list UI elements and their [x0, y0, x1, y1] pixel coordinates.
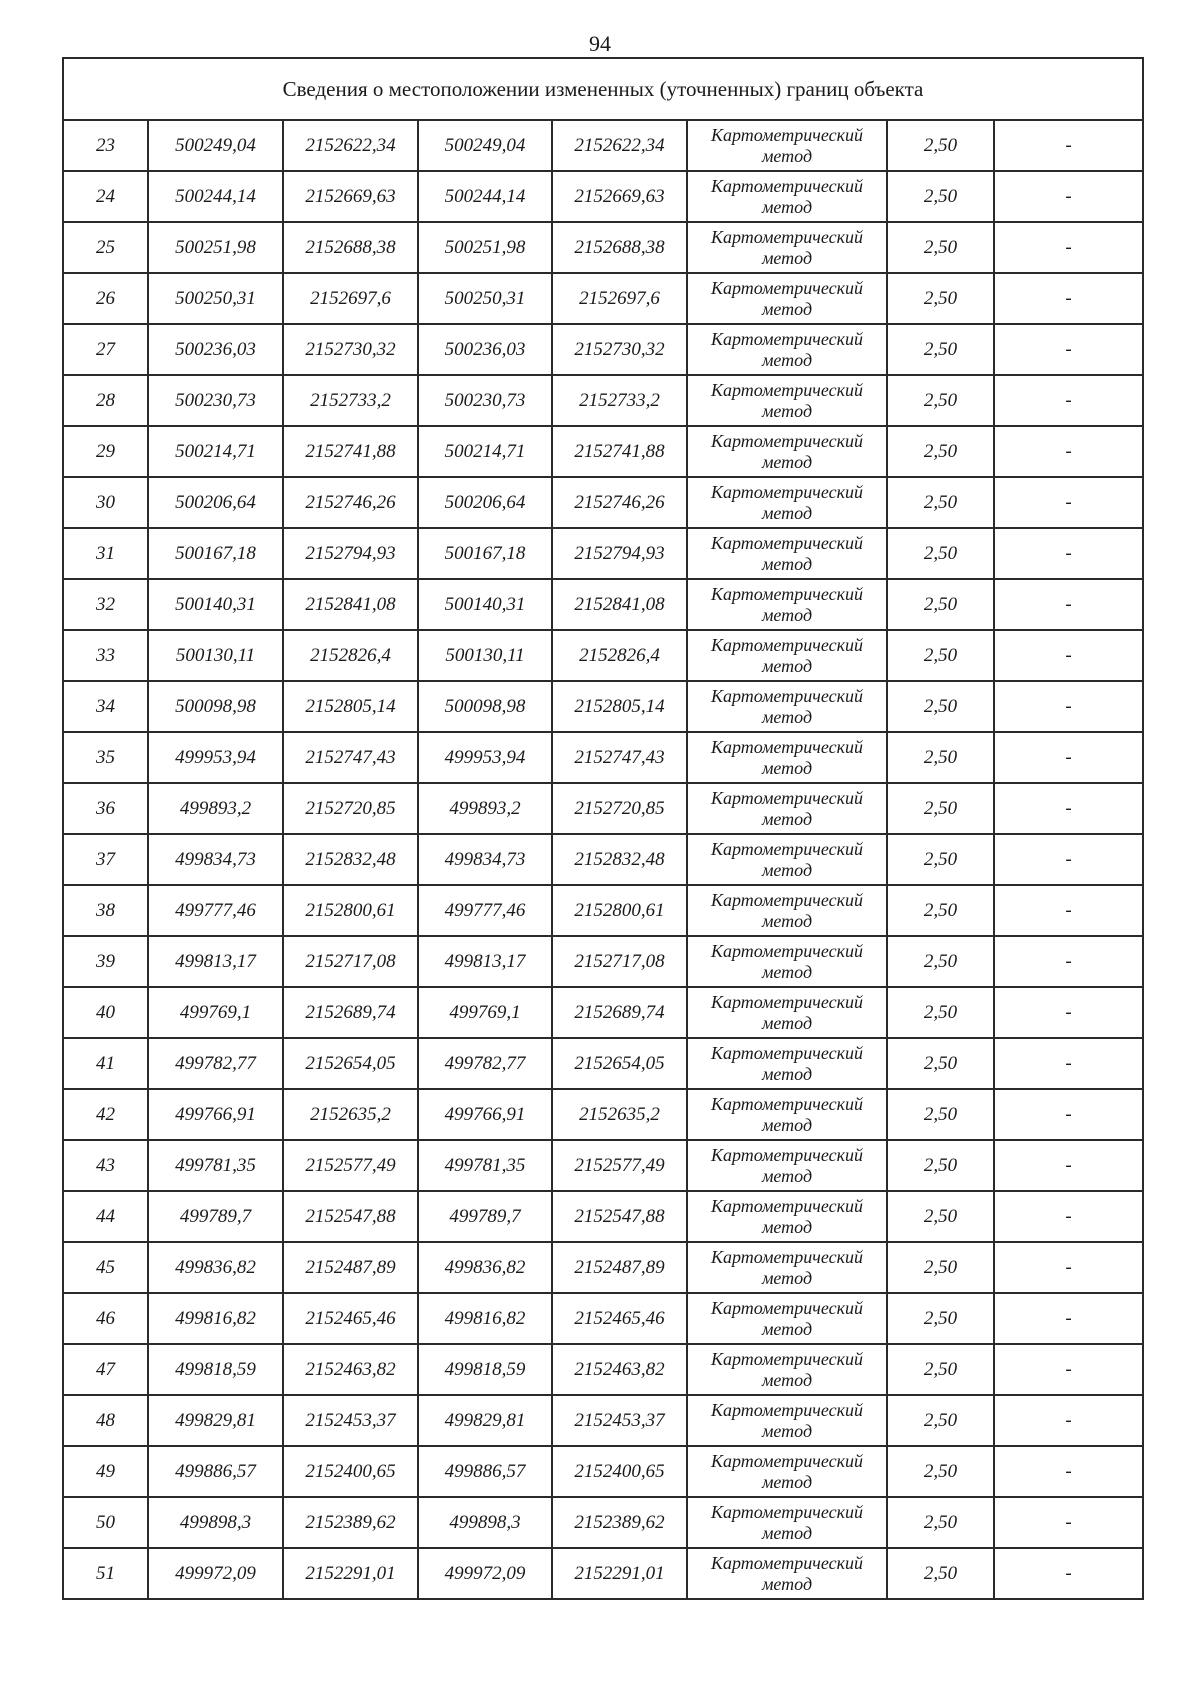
refined-y-cell: 2152794,93 [552, 528, 687, 579]
refined-y-cell: 2152800,61 [552, 885, 687, 936]
table-row [63, 375, 1143, 426]
accuracy-cell: 2,50 [887, 1089, 994, 1140]
accuracy-cell: 2,50 [887, 426, 994, 477]
accuracy-cell: 2,50 [887, 1038, 994, 1089]
method-cell: Картометрический метод [687, 1191, 887, 1242]
refined-x-cell: 499953,94 [418, 732, 552, 783]
method-cell: Картометрический метод [687, 1242, 887, 1293]
refined-x-cell: 500251,98 [418, 222, 552, 273]
refined-x-cell: 500140,31 [418, 579, 552, 630]
existing-x-cell: 499782,77 [148, 1038, 283, 1089]
refined-y-cell: 2152832,48 [552, 834, 687, 885]
refined-x-cell: 499836,82 [418, 1242, 552, 1293]
existing-y-cell: 2152741,88 [283, 426, 418, 477]
existing-x-cell: 499886,57 [148, 1446, 283, 1497]
refined-x-cell: 499829,81 [418, 1395, 552, 1446]
existing-x-cell: 500214,71 [148, 426, 283, 477]
refined-y-cell: 2152688,38 [552, 222, 687, 273]
accuracy-cell: 2,50 [887, 732, 994, 783]
existing-y-cell: 2152487,89 [283, 1242, 418, 1293]
refined-x-cell: 500230,73 [418, 375, 552, 426]
existing-y-cell: 2152794,93 [283, 528, 418, 579]
accuracy-cell: 2,50 [887, 783, 994, 834]
existing-x-cell: 500236,03 [148, 324, 283, 375]
note-cell: - [994, 1548, 1143, 1599]
table-row [63, 1548, 1143, 1599]
existing-y-cell: 2152622,34 [283, 120, 418, 171]
boundary-coordinates-table [62, 57, 1144, 1600]
note-cell: - [994, 528, 1143, 579]
existing-y-cell: 2152400,65 [283, 1446, 418, 1497]
note-cell: - [994, 1242, 1143, 1293]
note-cell: - [994, 732, 1143, 783]
existing-x-cell: 500230,73 [148, 375, 283, 426]
refined-x-cell: 499972,09 [418, 1548, 552, 1599]
accuracy-cell: 2,50 [887, 273, 994, 324]
existing-y-cell: 2152669,63 [283, 171, 418, 222]
existing-y-cell: 2152635,2 [283, 1089, 418, 1140]
note-cell: - [994, 579, 1143, 630]
refined-x-cell: 499813,17 [418, 936, 552, 987]
point-number-cell: 27 [63, 324, 148, 375]
point-number-cell: 29 [63, 426, 148, 477]
method-cell: Картометрический метод [687, 936, 887, 987]
method-cell: Картометрический метод [687, 171, 887, 222]
table-row [63, 1293, 1143, 1344]
refined-x-cell: 500250,31 [418, 273, 552, 324]
point-number-cell: 28 [63, 375, 148, 426]
point-number-cell: 48 [63, 1395, 148, 1446]
note-cell: - [994, 273, 1143, 324]
refined-x-cell: 499886,57 [418, 1446, 552, 1497]
accuracy-cell: 2,50 [887, 834, 994, 885]
existing-x-cell: 500244,14 [148, 171, 283, 222]
point-number-cell: 50 [63, 1497, 148, 1548]
note-cell: - [994, 1395, 1143, 1446]
refined-y-cell: 2152465,46 [552, 1293, 687, 1344]
method-cell: Картометрический метод [687, 834, 887, 885]
table-row [63, 1038, 1143, 1089]
note-cell: - [994, 885, 1143, 936]
refined-y-cell: 2152730,32 [552, 324, 687, 375]
accuracy-cell: 2,50 [887, 528, 994, 579]
accuracy-cell: 2,50 [887, 681, 994, 732]
refined-x-cell: 499898,3 [418, 1497, 552, 1548]
caption-row [63, 58, 1143, 120]
existing-y-cell: 2152291,01 [283, 1548, 418, 1599]
refined-x-cell: 499816,82 [418, 1293, 552, 1344]
table-row [63, 171, 1143, 222]
note-cell: - [994, 1446, 1143, 1497]
refined-y-cell: 2152733,2 [552, 375, 687, 426]
note-cell: - [994, 1191, 1143, 1242]
existing-y-cell: 2152688,38 [283, 222, 418, 273]
existing-y-cell: 2152453,37 [283, 1395, 418, 1446]
note-cell: - [994, 681, 1143, 732]
note-cell: - [994, 477, 1143, 528]
refined-x-cell: 499789,7 [418, 1191, 552, 1242]
table-row [63, 579, 1143, 630]
refined-y-cell: 2152389,62 [552, 1497, 687, 1548]
table-row [63, 681, 1143, 732]
refined-x-cell: 499834,73 [418, 834, 552, 885]
table-row [63, 222, 1143, 273]
accuracy-cell: 2,50 [887, 171, 994, 222]
note-cell: - [994, 222, 1143, 273]
note-cell: - [994, 987, 1143, 1038]
method-cell: Картометрический метод [687, 324, 887, 375]
refined-x-cell: 500249,04 [418, 120, 552, 171]
refined-x-cell: 500236,03 [418, 324, 552, 375]
existing-y-cell: 2152689,74 [283, 987, 418, 1038]
existing-x-cell: 499818,59 [148, 1344, 283, 1395]
existing-x-cell: 500206,64 [148, 477, 283, 528]
accuracy-cell: 2,50 [887, 1446, 994, 1497]
refined-y-cell: 2152805,14 [552, 681, 687, 732]
existing-x-cell: 500167,18 [148, 528, 283, 579]
accuracy-cell: 2,50 [887, 936, 994, 987]
method-cell: Картометрический метод [687, 1140, 887, 1191]
refined-y-cell: 2152547,88 [552, 1191, 687, 1242]
refined-y-cell: 2152577,49 [552, 1140, 687, 1191]
existing-y-cell: 2152747,43 [283, 732, 418, 783]
existing-x-cell: 499816,82 [148, 1293, 283, 1344]
table-row [63, 1242, 1143, 1293]
table-row [63, 1344, 1143, 1395]
accuracy-cell: 2,50 [887, 1191, 994, 1242]
point-number-cell: 40 [63, 987, 148, 1038]
method-cell: Картометрический метод [687, 1446, 887, 1497]
method-cell: Картометрический метод [687, 1548, 887, 1599]
method-cell: Картометрический метод [687, 1497, 887, 1548]
table-row [63, 885, 1143, 936]
refined-y-cell: 2152717,08 [552, 936, 687, 987]
method-cell: Картометрический метод [687, 987, 887, 1038]
note-cell: - [994, 936, 1143, 987]
existing-x-cell: 499781,35 [148, 1140, 283, 1191]
existing-y-cell: 2152826,4 [283, 630, 418, 681]
refined-y-cell: 2152654,05 [552, 1038, 687, 1089]
note-cell: - [994, 120, 1143, 171]
method-cell: Картометрический метод [687, 222, 887, 273]
refined-x-cell: 500214,71 [418, 426, 552, 477]
refined-y-cell: 2152746,26 [552, 477, 687, 528]
table-row [63, 324, 1143, 375]
refined-x-cell: 499766,91 [418, 1089, 552, 1140]
note-cell: - [994, 1344, 1143, 1395]
accuracy-cell: 2,50 [887, 630, 994, 681]
refined-x-cell: 499769,1 [418, 987, 552, 1038]
point-number-cell: 51 [63, 1548, 148, 1599]
existing-y-cell: 2152389,62 [283, 1497, 418, 1548]
existing-y-cell: 2152577,49 [283, 1140, 418, 1191]
table-row [63, 630, 1143, 681]
accuracy-cell: 2,50 [887, 375, 994, 426]
existing-y-cell: 2152733,2 [283, 375, 418, 426]
method-cell: Картометрический метод [687, 885, 887, 936]
method-cell: Картометрический метод [687, 732, 887, 783]
method-cell: Картометрический метод [687, 630, 887, 681]
existing-x-cell: 499898,3 [148, 1497, 283, 1548]
point-number-cell: 32 [63, 579, 148, 630]
note-cell: - [994, 1497, 1143, 1548]
existing-y-cell: 2152841,08 [283, 579, 418, 630]
table-row [63, 477, 1143, 528]
method-cell: Картометрический метод [687, 426, 887, 477]
note-cell: - [994, 1140, 1143, 1191]
point-number-cell: 30 [63, 477, 148, 528]
table-row [63, 1497, 1143, 1548]
refined-y-cell: 2152487,89 [552, 1242, 687, 1293]
existing-y-cell: 2152720,85 [283, 783, 418, 834]
point-number-cell: 34 [63, 681, 148, 732]
table-row [63, 987, 1143, 1038]
point-number-cell: 31 [63, 528, 148, 579]
refined-y-cell: 2152463,82 [552, 1344, 687, 1395]
refined-y-cell: 2152291,01 [552, 1548, 687, 1599]
existing-x-cell: 500251,98 [148, 222, 283, 273]
point-number-cell: 33 [63, 630, 148, 681]
refined-x-cell: 499818,59 [418, 1344, 552, 1395]
existing-y-cell: 2152730,32 [283, 324, 418, 375]
point-number-cell: 35 [63, 732, 148, 783]
method-cell: Картометрический метод [687, 477, 887, 528]
table-row [63, 1446, 1143, 1497]
accuracy-cell: 2,50 [887, 324, 994, 375]
existing-y-cell: 2152832,48 [283, 834, 418, 885]
accuracy-cell: 2,50 [887, 1242, 994, 1293]
page-number: 94 [589, 31, 611, 56]
note-cell: - [994, 426, 1143, 477]
accuracy-cell: 2,50 [887, 120, 994, 171]
refined-y-cell: 2152689,74 [552, 987, 687, 1038]
existing-y-cell: 2152465,46 [283, 1293, 418, 1344]
existing-y-cell: 2152717,08 [283, 936, 418, 987]
point-number-cell: 26 [63, 273, 148, 324]
refined-x-cell: 500130,11 [418, 630, 552, 681]
method-cell: Картометрический метод [687, 120, 887, 171]
method-cell: Картометрический метод [687, 273, 887, 324]
existing-x-cell: 499777,46 [148, 885, 283, 936]
point-number-cell: 43 [63, 1140, 148, 1191]
point-number-cell: 49 [63, 1446, 148, 1497]
method-cell: Картометрический метод [687, 1293, 887, 1344]
existing-x-cell: 500130,11 [148, 630, 283, 681]
table-row [63, 1089, 1143, 1140]
refined-y-cell: 2152453,37 [552, 1395, 687, 1446]
method-cell: Картометрический метод [687, 783, 887, 834]
existing-x-cell: 499836,82 [148, 1242, 283, 1293]
refined-y-cell: 2152635,2 [552, 1089, 687, 1140]
existing-y-cell: 2152697,6 [283, 273, 418, 324]
table-row [63, 273, 1143, 324]
method-cell: Картометрический метод [687, 1038, 887, 1089]
existing-x-cell: 499953,94 [148, 732, 283, 783]
accuracy-cell: 2,50 [887, 987, 994, 1038]
point-number-cell: 23 [63, 120, 148, 171]
method-cell: Картометрический метод [687, 681, 887, 732]
existing-x-cell: 499813,17 [148, 936, 283, 987]
refined-x-cell: 500167,18 [418, 528, 552, 579]
refined-x-cell: 499777,46 [418, 885, 552, 936]
table-row [63, 528, 1143, 579]
table-caption: Сведения о местоположении измененных (уточненных) границ объекта [63, 58, 1143, 120]
note-cell: - [994, 324, 1143, 375]
existing-x-cell: 500249,04 [148, 120, 283, 171]
refined-x-cell: 499782,77 [418, 1038, 552, 1089]
table-row [63, 1191, 1143, 1242]
note-cell: - [994, 1293, 1143, 1344]
accuracy-cell: 2,50 [887, 1293, 994, 1344]
point-number-cell: 42 [63, 1089, 148, 1140]
accuracy-cell: 2,50 [887, 477, 994, 528]
existing-y-cell: 2152463,82 [283, 1344, 418, 1395]
existing-x-cell: 499972,09 [148, 1548, 283, 1599]
point-number-cell: 45 [63, 1242, 148, 1293]
existing-y-cell: 2152654,05 [283, 1038, 418, 1089]
note-cell: - [994, 375, 1143, 426]
point-number-cell: 41 [63, 1038, 148, 1089]
table-row [63, 732, 1143, 783]
table-row [63, 936, 1143, 987]
existing-x-cell: 499829,81 [148, 1395, 283, 1446]
existing-y-cell: 2152746,26 [283, 477, 418, 528]
table-row [63, 783, 1143, 834]
point-number-cell: 46 [63, 1293, 148, 1344]
existing-x-cell: 500250,31 [148, 273, 283, 324]
method-cell: Картометрический метод [687, 1395, 887, 1446]
existing-x-cell: 499766,91 [148, 1089, 283, 1140]
refined-y-cell: 2152720,85 [552, 783, 687, 834]
refined-y-cell: 2152669,63 [552, 171, 687, 222]
existing-x-cell: 500098,98 [148, 681, 283, 732]
note-cell: - [994, 834, 1143, 885]
refined-y-cell: 2152741,88 [552, 426, 687, 477]
method-cell: Картометрический метод [687, 1344, 887, 1395]
table-row [63, 120, 1143, 171]
accuracy-cell: 2,50 [887, 1140, 994, 1191]
existing-x-cell: 499834,73 [148, 834, 283, 885]
table-row [63, 1140, 1143, 1191]
method-cell: Картометрический метод [687, 579, 887, 630]
accuracy-cell: 2,50 [887, 1344, 994, 1395]
existing-y-cell: 2152805,14 [283, 681, 418, 732]
refined-y-cell: 2152841,08 [552, 579, 687, 630]
method-cell: Картометрический метод [687, 375, 887, 426]
table-row [63, 426, 1143, 477]
point-number-cell: 39 [63, 936, 148, 987]
note-cell: - [994, 630, 1143, 681]
refined-x-cell: 499781,35 [418, 1140, 552, 1191]
accuracy-cell: 2,50 [887, 885, 994, 936]
note-cell: - [994, 171, 1143, 222]
point-number-cell: 24 [63, 171, 148, 222]
table-row [63, 1395, 1143, 1446]
refined-x-cell: 499893,2 [418, 783, 552, 834]
existing-y-cell: 2152547,88 [283, 1191, 418, 1242]
refined-y-cell: 2152697,6 [552, 273, 687, 324]
note-cell: - [994, 1038, 1143, 1089]
refined-x-cell: 500098,98 [418, 681, 552, 732]
existing-x-cell: 500140,31 [148, 579, 283, 630]
table-row [63, 834, 1143, 885]
point-number-cell: 36 [63, 783, 148, 834]
point-number-cell: 25 [63, 222, 148, 273]
table-body [63, 58, 1143, 1599]
note-cell: - [994, 783, 1143, 834]
point-number-cell: 37 [63, 834, 148, 885]
accuracy-cell: 2,50 [887, 222, 994, 273]
refined-y-cell: 2152747,43 [552, 732, 687, 783]
existing-x-cell: 499769,1 [148, 987, 283, 1038]
accuracy-cell: 2,50 [887, 1548, 994, 1599]
point-number-cell: 38 [63, 885, 148, 936]
accuracy-cell: 2,50 [887, 579, 994, 630]
point-number-cell: 47 [63, 1344, 148, 1395]
refined-y-cell: 2152826,4 [552, 630, 687, 681]
method-cell: Картометрический метод [687, 1089, 887, 1140]
accuracy-cell: 2,50 [887, 1395, 994, 1446]
existing-y-cell: 2152800,61 [283, 885, 418, 936]
point-number-cell: 44 [63, 1191, 148, 1242]
accuracy-cell: 2,50 [887, 1497, 994, 1548]
refined-y-cell: 2152622,34 [552, 120, 687, 171]
method-cell: Картометрический метод [687, 528, 887, 579]
refined-y-cell: 2152400,65 [552, 1446, 687, 1497]
refined-x-cell: 500206,64 [418, 477, 552, 528]
note-cell: - [994, 1089, 1143, 1140]
refined-x-cell: 500244,14 [418, 171, 552, 222]
existing-x-cell: 499789,7 [148, 1191, 283, 1242]
existing-x-cell: 499893,2 [148, 783, 283, 834]
